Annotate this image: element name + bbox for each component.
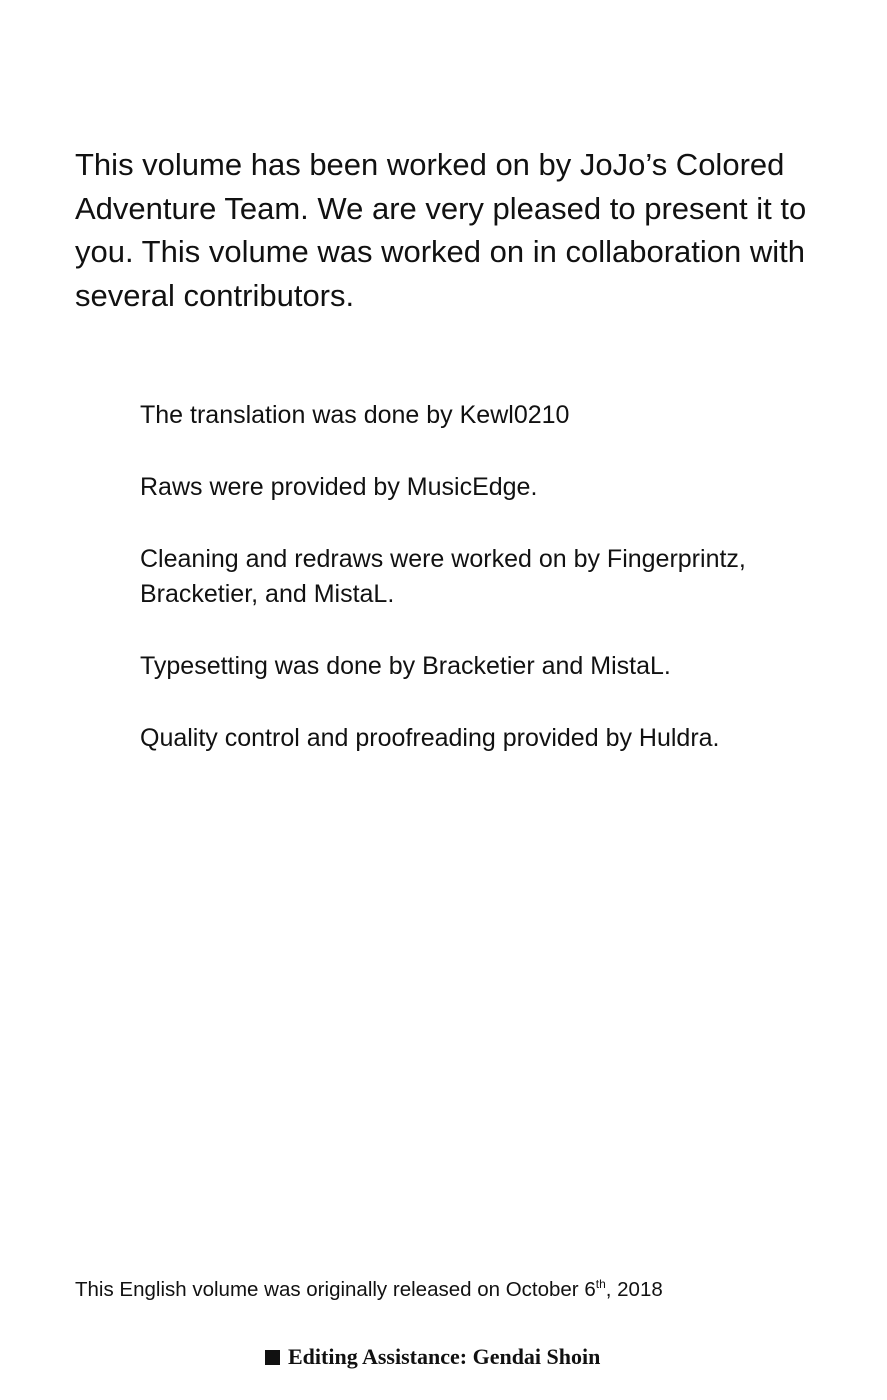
release-note-prefix: This English volume was originally released on October 6 (75, 1278, 596, 1301)
credit-raws: Raws were provided by MusicEdge. (140, 473, 538, 501)
editing-assistance-footer (265, 1342, 600, 1372)
release-note (75, 1276, 663, 1304)
credit-quality-control: Quality control and proofreading provided by Huldra. (140, 724, 720, 752)
credit-cleaning-redraws: Cleaning and redraws were worked on by Fingerprintz, Bracketier, and MistaL. (140, 545, 746, 608)
black-square-icon (265, 1350, 280, 1365)
release-note-ordinal: th (595, 1277, 606, 1292)
editing-assistance-text: Editing Assistance: Gendai Shoin (288, 1344, 601, 1369)
intro-paragraph: This volume has been worked on by JoJo’s Colored Adventure Team. We are very pleased to present it to you. This volume was worked on in collaboration with several contributors. (75, 147, 807, 313)
credit-typesetting: Typesetting was done by Bracketier and MistaL. (140, 652, 671, 680)
credit-translation: The translation was done by Kewl0210 (140, 401, 570, 429)
release-note-suffix: , 2018 (605, 1278, 663, 1301)
credits-list (140, 398, 840, 793)
